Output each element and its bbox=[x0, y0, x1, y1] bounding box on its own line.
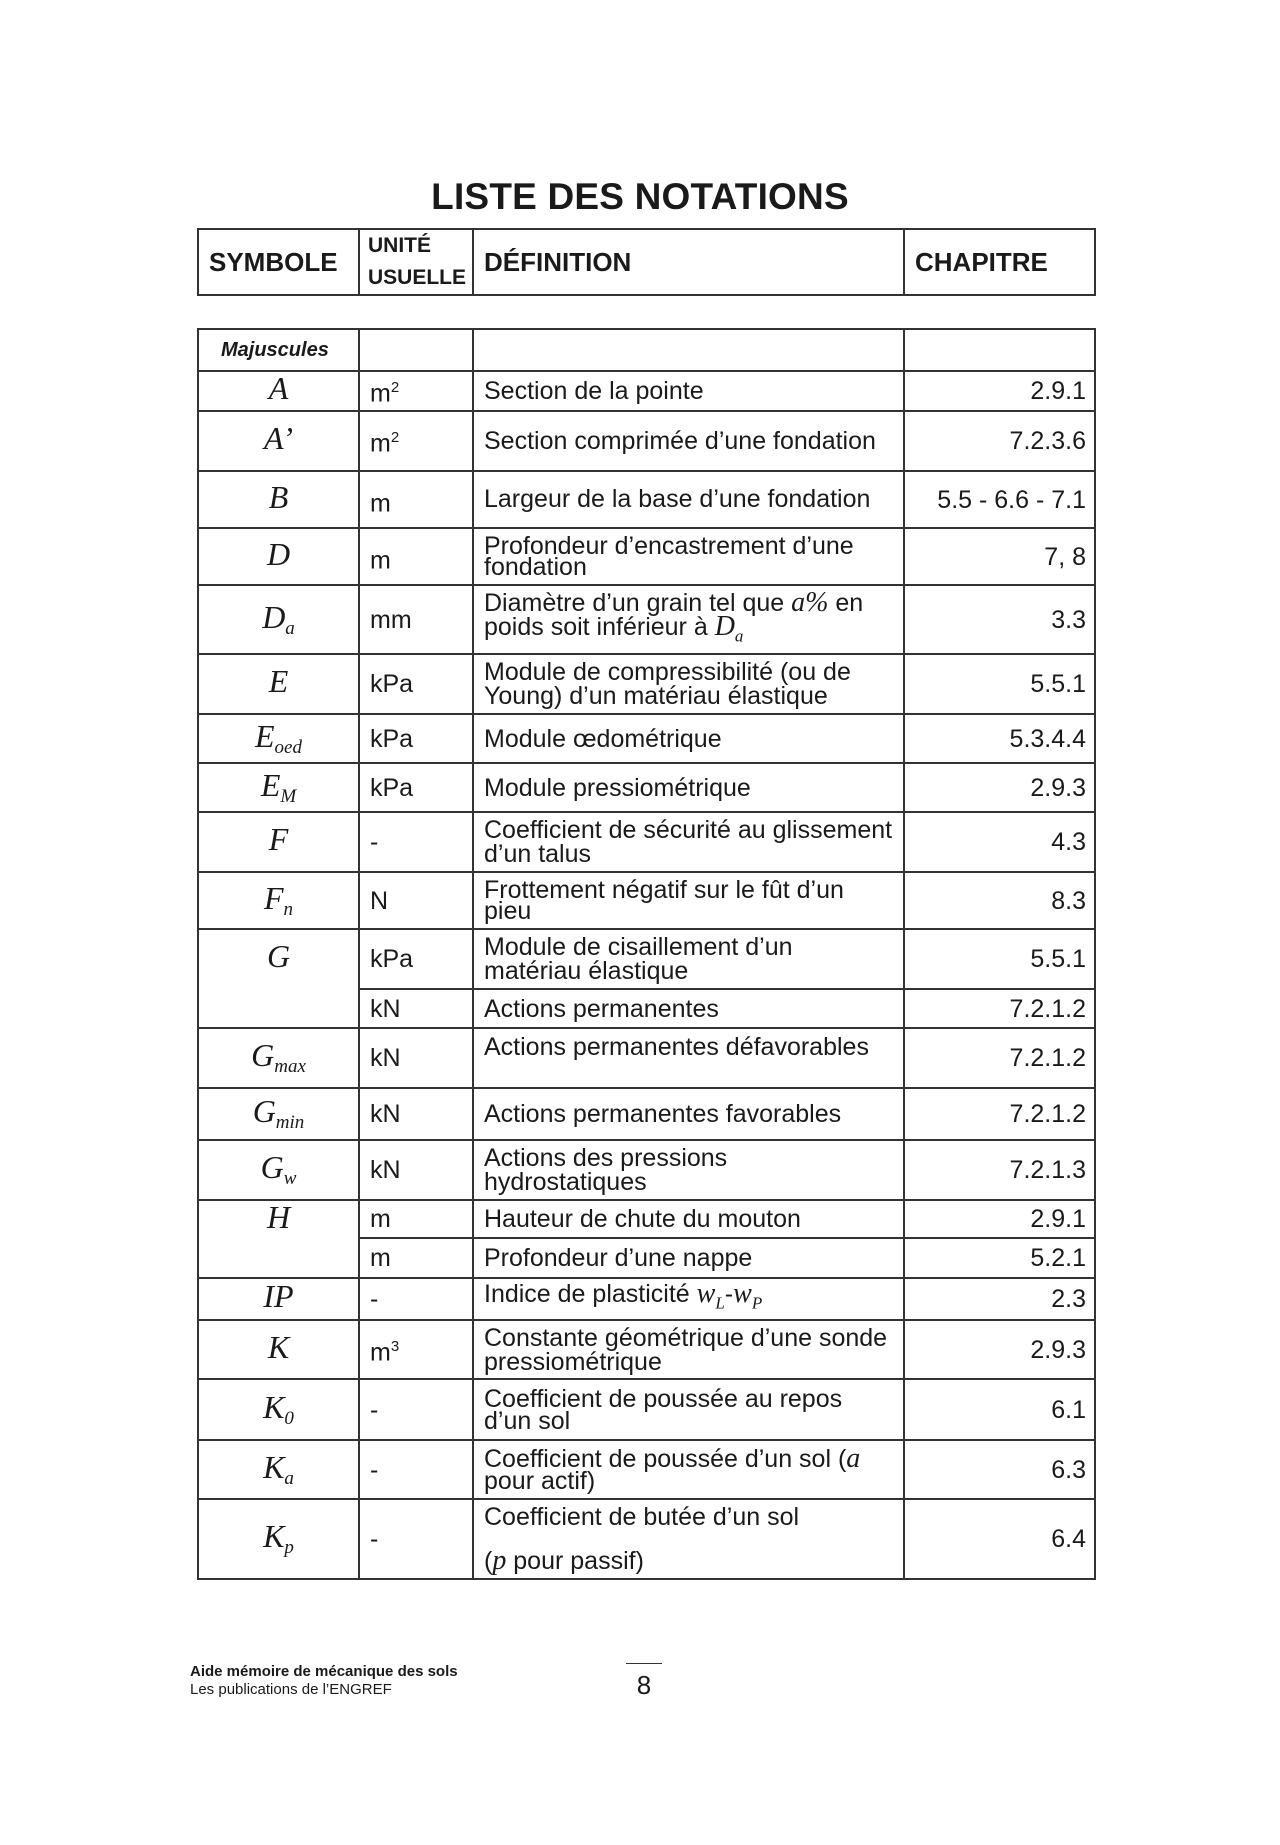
symbol: $K_0$ bbox=[198, 1379, 359, 1440]
definition: Frottement négatif sur le fût d’un pieu bbox=[473, 872, 904, 929]
definition: Actions permanentes bbox=[473, 989, 904, 1028]
chapter: 7.2.1.2 bbox=[904, 1028, 1095, 1088]
chapter: 7.2.1.2 bbox=[904, 1088, 1095, 1140]
chapter: 6.1 bbox=[904, 1379, 1095, 1440]
page-title: LISTE DES NOTATIONS bbox=[431, 176, 849, 217]
unit: kN bbox=[359, 1028, 473, 1088]
chapter: 5.5 - 6.6 - 7.1 bbox=[904, 471, 1095, 528]
section-label: Majuscules bbox=[198, 329, 359, 371]
chapter: 5.2.1 bbox=[904, 1238, 1095, 1278]
definition: Coefficient de sécurité au glissement d’un talus bbox=[473, 812, 904, 872]
unit: m bbox=[359, 1238, 473, 1278]
unit: kN bbox=[359, 1140, 473, 1200]
unit: $m^2$ bbox=[359, 371, 473, 411]
unit: $m^3$ bbox=[359, 1320, 473, 1379]
header-symbole: SYMBOLE bbox=[198, 229, 359, 295]
symbol: $G_w$ bbox=[198, 1140, 359, 1200]
definition: Coefficient de poussée au repos d’un sol bbox=[473, 1379, 904, 1440]
chapter: 6.4 bbox=[904, 1499, 1095, 1579]
unit: kN bbox=[359, 989, 473, 1028]
symbol: G bbox=[198, 929, 359, 1028]
symbol: $E_M$ bbox=[198, 763, 359, 812]
table-row bbox=[198, 929, 1095, 989]
unit: - bbox=[359, 1379, 473, 1440]
table-row bbox=[198, 411, 1095, 471]
definition: Module pressiométrique bbox=[473, 763, 904, 812]
chapter: 3.3 bbox=[904, 585, 1095, 654]
page-number: 8 bbox=[626, 1663, 662, 1701]
chapter: 7.2.3.6 bbox=[904, 411, 1095, 471]
chapter: 2.9.1 bbox=[904, 371, 1095, 411]
header-unite bbox=[359, 229, 473, 295]
table-row bbox=[198, 872, 1095, 929]
unit: kN bbox=[359, 1088, 473, 1140]
table-row bbox=[198, 714, 1095, 763]
definition: Constante géométrique d’une sonde pressiométrique bbox=[473, 1320, 904, 1379]
chapter: 7, 8 bbox=[904, 528, 1095, 585]
symbol: D bbox=[198, 528, 359, 585]
table-row bbox=[198, 1320, 1095, 1379]
unit: mm bbox=[359, 585, 473, 654]
unit: m bbox=[359, 528, 473, 585]
definition: Module œdométrique bbox=[473, 714, 904, 763]
unit: m bbox=[359, 471, 473, 528]
table-row bbox=[198, 812, 1095, 872]
chapter: 5.5.1 bbox=[904, 929, 1095, 989]
chapter: 4.3 bbox=[904, 812, 1095, 872]
table-row bbox=[198, 1278, 1095, 1320]
table-row bbox=[198, 1499, 1095, 1579]
table-row bbox=[198, 585, 1095, 654]
table-row bbox=[198, 1028, 1095, 1088]
table-row bbox=[198, 528, 1095, 585]
chapter: 6.3 bbox=[904, 1440, 1095, 1499]
footer-book-title: Aide mémoire de mécanique des sols bbox=[190, 1663, 458, 1680]
chapter: 5.5.1 bbox=[904, 654, 1095, 714]
symbol: A’ bbox=[198, 411, 359, 471]
definition: Actions des pressions hydrostatiques bbox=[473, 1140, 904, 1200]
header-table bbox=[197, 228, 1096, 296]
header-row bbox=[198, 229, 1095, 295]
table-row bbox=[198, 471, 1095, 528]
symbol: $G_{min}$ bbox=[198, 1088, 359, 1140]
symbol: $F_n$ bbox=[198, 872, 359, 929]
symbol: $D_a$ bbox=[198, 585, 359, 654]
definition: Module de cisaillement d’un matériau élastique bbox=[473, 929, 904, 989]
unit: kPa bbox=[359, 654, 473, 714]
symbol: $K_p$ bbox=[198, 1499, 359, 1579]
definition: Module de compressibilité (ou de Young) d’un matériau élastique bbox=[473, 654, 904, 714]
table-row bbox=[198, 1200, 1095, 1238]
unit: - bbox=[359, 812, 473, 872]
unit: - bbox=[359, 1499, 473, 1579]
symbol: F bbox=[198, 812, 359, 872]
table-row bbox=[198, 1088, 1095, 1140]
chapter: 7.2.1.3 bbox=[904, 1140, 1095, 1200]
footer-credits bbox=[190, 1663, 458, 1699]
table-row bbox=[198, 371, 1095, 411]
definition: Profondeur d’encastrement d’une fondation bbox=[473, 528, 904, 585]
symbol: $G_{max}$ bbox=[198, 1028, 359, 1088]
chapter: 5.3.4.4 bbox=[904, 714, 1095, 763]
chapter: 2.3 bbox=[904, 1278, 1095, 1320]
definition: Actions permanentes défavorables bbox=[473, 1028, 904, 1088]
unit: kPa bbox=[359, 929, 473, 989]
symbol: B bbox=[198, 471, 359, 528]
definition: Indice de plasticité $w_L-w_P$ bbox=[473, 1278, 904, 1320]
section-row bbox=[198, 329, 1095, 371]
definition: Diamètre d’un grain tel que a% en poids soit inférieur à $D_a$ bbox=[473, 585, 904, 654]
symbol: $K_a$ bbox=[198, 1440, 359, 1499]
table-row bbox=[198, 1140, 1095, 1200]
unit: kPa bbox=[359, 763, 473, 812]
definition: Section de la pointe bbox=[473, 371, 904, 411]
symbol: H bbox=[198, 1200, 359, 1278]
table-row bbox=[198, 763, 1095, 812]
header-chapitre: CHAPITRE bbox=[904, 229, 1095, 295]
notations-table bbox=[197, 328, 1096, 1580]
unit: - bbox=[359, 1440, 473, 1499]
footer-publisher: Les publications de l’ENGREF bbox=[190, 1681, 392, 1698]
symbol: E bbox=[198, 654, 359, 714]
definition: Coefficient de butée d’un sol (p pour passif) bbox=[473, 1499, 904, 1579]
unit: $m^2$ bbox=[359, 411, 473, 471]
chapter: 8.3 bbox=[904, 872, 1095, 929]
unit: N bbox=[359, 872, 473, 929]
header-unite-line2: USUELLE bbox=[368, 266, 467, 289]
table-row bbox=[198, 1440, 1095, 1499]
definition: Coefficient de poussée d’un sol (a pour actif) bbox=[473, 1440, 904, 1499]
table-row bbox=[198, 654, 1095, 714]
chapter: 2.9.3 bbox=[904, 763, 1095, 812]
chapter: 2.9.1 bbox=[904, 1200, 1095, 1238]
definition: Section comprimée d’une fondation bbox=[473, 411, 904, 471]
definition: Hauteur de chute du mouton bbox=[473, 1200, 904, 1238]
chapter: 2.9.3 bbox=[904, 1320, 1095, 1379]
definition: Profondeur d’une nappe bbox=[473, 1238, 904, 1278]
symbol: K bbox=[198, 1320, 359, 1379]
table-row bbox=[198, 1379, 1095, 1440]
chapter: 7.2.1.2 bbox=[904, 989, 1095, 1028]
header-definition: DÉFINITION bbox=[473, 229, 904, 295]
unit: m bbox=[359, 1200, 473, 1238]
unit: kPa bbox=[359, 714, 473, 763]
definition: Largeur de la base d’une fondation bbox=[473, 471, 904, 528]
header-unite-line1: UNITÉ bbox=[368, 234, 431, 257]
definition: Actions permanentes favorables bbox=[473, 1088, 904, 1140]
symbol: IP bbox=[198, 1278, 359, 1320]
symbol: $E_{oed}$ bbox=[198, 714, 359, 763]
unit: - bbox=[359, 1278, 473, 1320]
symbol: A bbox=[198, 371, 359, 411]
